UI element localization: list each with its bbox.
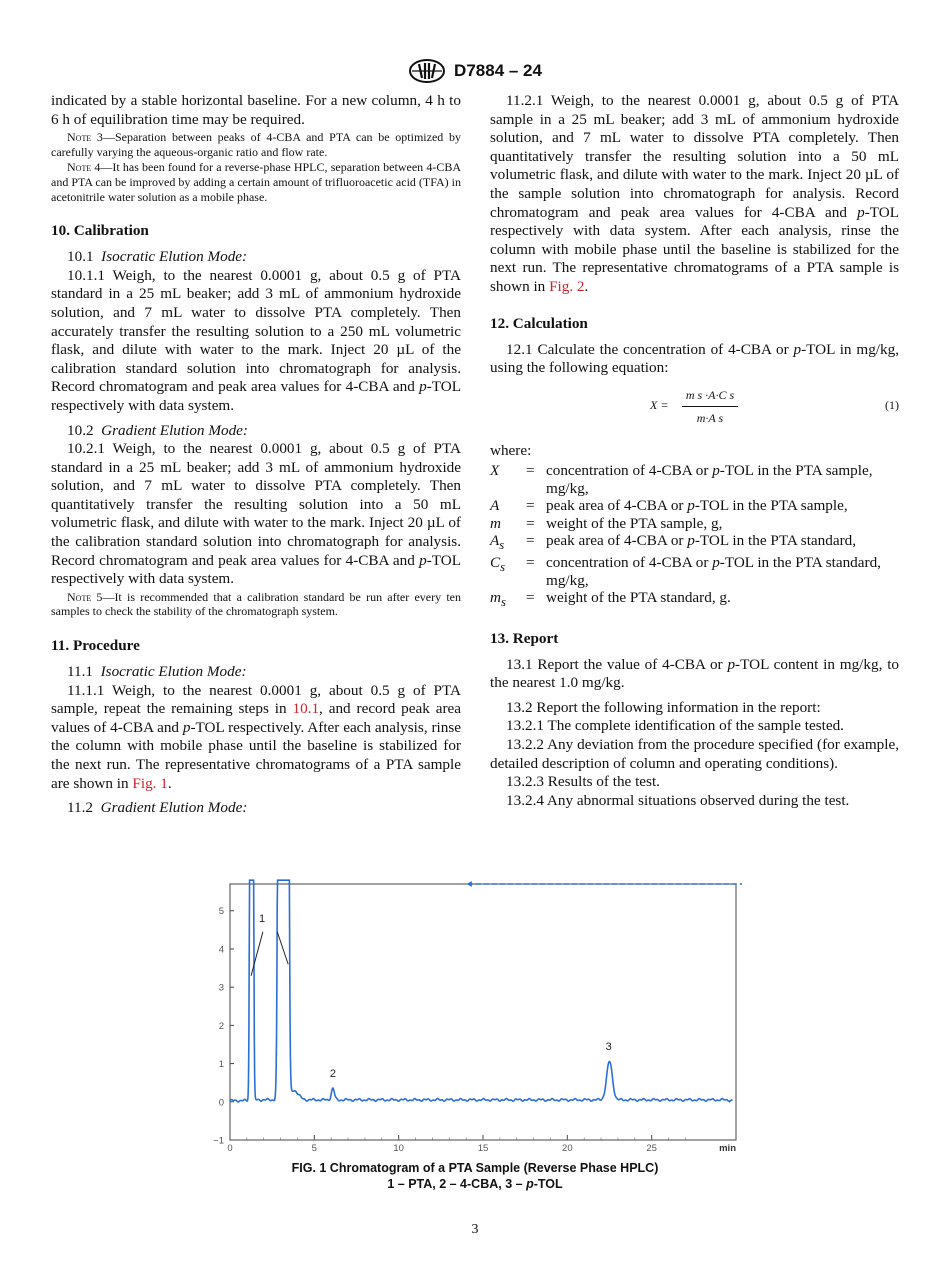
figure-caption (0, 1160, 950, 1192)
y-tick-label: 1 (218, 1059, 224, 1071)
paragraph: indicated by a stable horizontal baseline. For a new column, 4 h to 6 h of equilibration time may be required. (51, 92, 461, 128)
astm-logo-icon (408, 58, 446, 84)
note-3: Note 3—Separation between peaks of 4-CBA and PTA can be optimized by carefully varying the aqueous-organic ratio and flow rate. (51, 130, 462, 159)
where-label: where: (490, 441, 532, 459)
chromatogram-figure (200, 870, 750, 1170)
paragraph-13-1: 13.1 Report the value of 4-CBA or p-TOL content in mg/kg, to the nearest 1.0 mg/kg. (490, 655, 900, 692)
peak-label-1: 1 (258, 913, 266, 926)
chromatogram-trace (230, 880, 733, 1102)
section-heading-12: 12. Calculation (490, 314, 588, 332)
definition-equals: = (526, 497, 535, 515)
subsection-11-1: 11.1 Isocratic Elution Mode: (67, 663, 247, 681)
paragraph-13-2: 13.2 Report the following information in the report: (506, 698, 821, 716)
paragraph-13-2-2: 13.2.2 Any deviation from the procedure specified (for example, detailed description of column and operating conditions). (490, 736, 899, 772)
x-tick-label: 20 (562, 1143, 573, 1154)
figure-link-2[interactable]: Fig. 2 (549, 277, 585, 295)
section-heading-10: 10. Calibration (51, 222, 149, 240)
subsection-10-1: 10.1 Isocratic Elution Mode: (67, 248, 248, 266)
x-tick-label: 5 (311, 1143, 317, 1154)
definition-text: peak area of 4-CBA or p-TOL in the PTA standard, (546, 531, 857, 549)
note-5: Note 5—It is recommended that a calibration standard be run after every ten samples to check the stability of the chromatograph system. (51, 589, 461, 619)
x-tick-label: 10 (393, 1143, 404, 1154)
definition-symbol: $m_s$ (490, 589, 506, 610)
y-tick-label: 5 (218, 906, 224, 918)
definition-row (490, 462, 899, 497)
definition-symbol: $A_s$ (490, 531, 505, 552)
definition-equals: = (526, 514, 535, 532)
x-tick-label: 15 (477, 1143, 489, 1154)
figure-link-1[interactable]: Fig. 1 (132, 774, 168, 792)
section-link-10-1[interactable]: 10.1 (292, 700, 320, 718)
caption-line-1: FIG. 1 Chromatogram of a PTA Sample (Reverse Phase HPLC) (291, 1161, 659, 1175)
y-tick-label: 2 (218, 1020, 224, 1032)
definition-row (490, 532, 899, 554)
caption-line-2: 1 – PTA, 2 – 4-CBA, 3 – p-TOL (387, 1177, 563, 1191)
definition-symbol: $C_s$ (490, 554, 506, 575)
y-tick-label: 0 (218, 1097, 224, 1109)
paragraph-10-2-1: 10.2.1 Weigh, to the nearest 0.0001 g, about 0.5 g of PTA standard in a 25 mL beaker; add 3 mL of ammonium hydroxide solution, and 7 mL water to dissolve PTA completely. Then quantitatively transfer the resulting solution into a 50 mL volumetric flask, and dilute with water to the mark. Inject 20 µL of the calibration standard solution into chromatograph for analysis. Record chromatogram and peak area values for 4-CBA and p-TOL respectively with data system. (51, 440, 461, 588)
page-header (0, 58, 950, 84)
definition-equals: = (526, 589, 535, 607)
paragraph-12-1: 12.1 Calculate the concentration of 4-CBA or p-TOL in mg/kg, using the following equation: (490, 340, 899, 377)
x-tick-label: 0 (227, 1143, 233, 1154)
definition-row (490, 515, 899, 532)
definition-row (490, 589, 899, 611)
section-heading-11: 11. Procedure (51, 637, 140, 655)
left-column (51, 92, 461, 818)
paragraph-11-1-1: 11.1.1 Weigh, to the nearest 0.0001 g, about 0.5 g of PTA sample, repeat the remaining steps in 10.1, and record peak area values of 4-CBA and p-TOL respectively. After each analysis, rinse the column with mobile phase until the baseline is stabilized for the next run. The representative chromatograms of a PTA sample are shown in Fig. 1. (51, 681, 461, 792)
paragraph-10-1-1: 10.1.1 Weigh, to the nearest 0.0001 g, about 0.5 g of PTA standard in a 25 mL beaker; add 3 mL of ammonium hydroxide solution, and 7 mL water to dissolve PTA completely. Then accurately transfer the resulting solution to a 250 mL volumetric flask, and dilute with water to the mark. Inject 20 µL of the calibration standard solution into chromatograph for analysis. Record chromatogram and peak area values for 4-CBA and p-TOL respectively with data system. (51, 266, 461, 414)
note-4: Note 4—It has been found for a reverse-phase HPLC, separation between 4-CBA and PTA can be improved by adding a certain amount of trifluoroacetic acid (TFA) in acetonitrile water solution as a mobile phase. (51, 160, 462, 204)
y-tick-label: 4 (218, 944, 224, 956)
definition-equals: = (526, 554, 535, 572)
x-tick-label: 25 (646, 1143, 657, 1154)
definition-text: weight of the PTA sample, g, (546, 514, 723, 532)
x-axis-label: min (719, 1143, 736, 1154)
definition-symbol: A (490, 497, 500, 515)
page-number: 3 (471, 1222, 479, 1237)
subsection-11-2: 11.2 Gradient Elution Mode: (67, 799, 248, 817)
definition-row (490, 554, 899, 589)
paragraph-13-2-1: 13.2.1 The complete identification of the sample tested. (506, 717, 844, 735)
peak-1-leader-b (277, 932, 288, 964)
definition-equals: = (526, 531, 535, 549)
peak-label-2: 2 (329, 1067, 336, 1080)
section-heading-13: 13. Report (490, 629, 559, 647)
variable-definitions (490, 462, 899, 611)
designation: D7884 – 24 (454, 61, 542, 80)
definition-row (490, 497, 899, 514)
paragraph-11-2-1: 11.2.1 Weigh, to the nearest 0.0001 g, about 0.5 g of PTA sample in a 25 mL beaker; add 3 mL of ammonium hydroxide solution, and 7 mL water to dissolve PTA completely. Then quantitatively transfer the resulting solution into a 50 mL volumetric flask, and dilute with water to the mark. Inject 20 µL of the sample solution into chromatograph for analysis. Record chromatogram and peak area values for 4-CBA and p-TOL respectively with data system. After each analysis, rinse the column with mobile phase until the baseline is stabilized for the next run. The representative chromatograms of a PTA sample is shown in Fig. 2. (490, 92, 900, 295)
paragraph-13-2-3: 13.2.3 Results of the test. (506, 773, 660, 791)
definition-text: weight of the PTA standard, g. (546, 589, 731, 607)
right-column (490, 92, 899, 810)
gradient-line-marker (467, 881, 472, 887)
y-tick-label: 3 (218, 982, 224, 994)
equation-number: (1) (885, 397, 899, 412)
definition-text: concentration of 4-CBA or p-TOL in the PTA sample, mg/kg, (546, 462, 873, 497)
paragraph-13-2-4: 13.2.4 Any abnormal situations observed during the test. (506, 791, 850, 809)
definition-text: peak area of 4-CBA or p-TOL in the PTA sample, (546, 497, 848, 515)
equation-denominator: m·A s (696, 411, 724, 426)
subsection-10-2: 10.2 Gradient Elution Mode: (67, 421, 248, 439)
definition-equals: = (526, 462, 535, 480)
equation-1: X = $\frac{\text{m s ·A·C s}}{\text{m·A s}}$ (1) (490, 386, 899, 430)
peak-1-leader-a (251, 932, 263, 976)
definition-text: concentration of 4-CBA or p-TOL in the PTA standard, mg/kg, (546, 554, 881, 589)
y-tick-label: −1 (213, 1135, 224, 1147)
definition-symbol: X (490, 462, 500, 480)
equation-numerator: m s ·A·C s (682, 386, 738, 408)
definition-symbol: m (490, 514, 501, 532)
peak-label-3: 3 (605, 1041, 612, 1054)
